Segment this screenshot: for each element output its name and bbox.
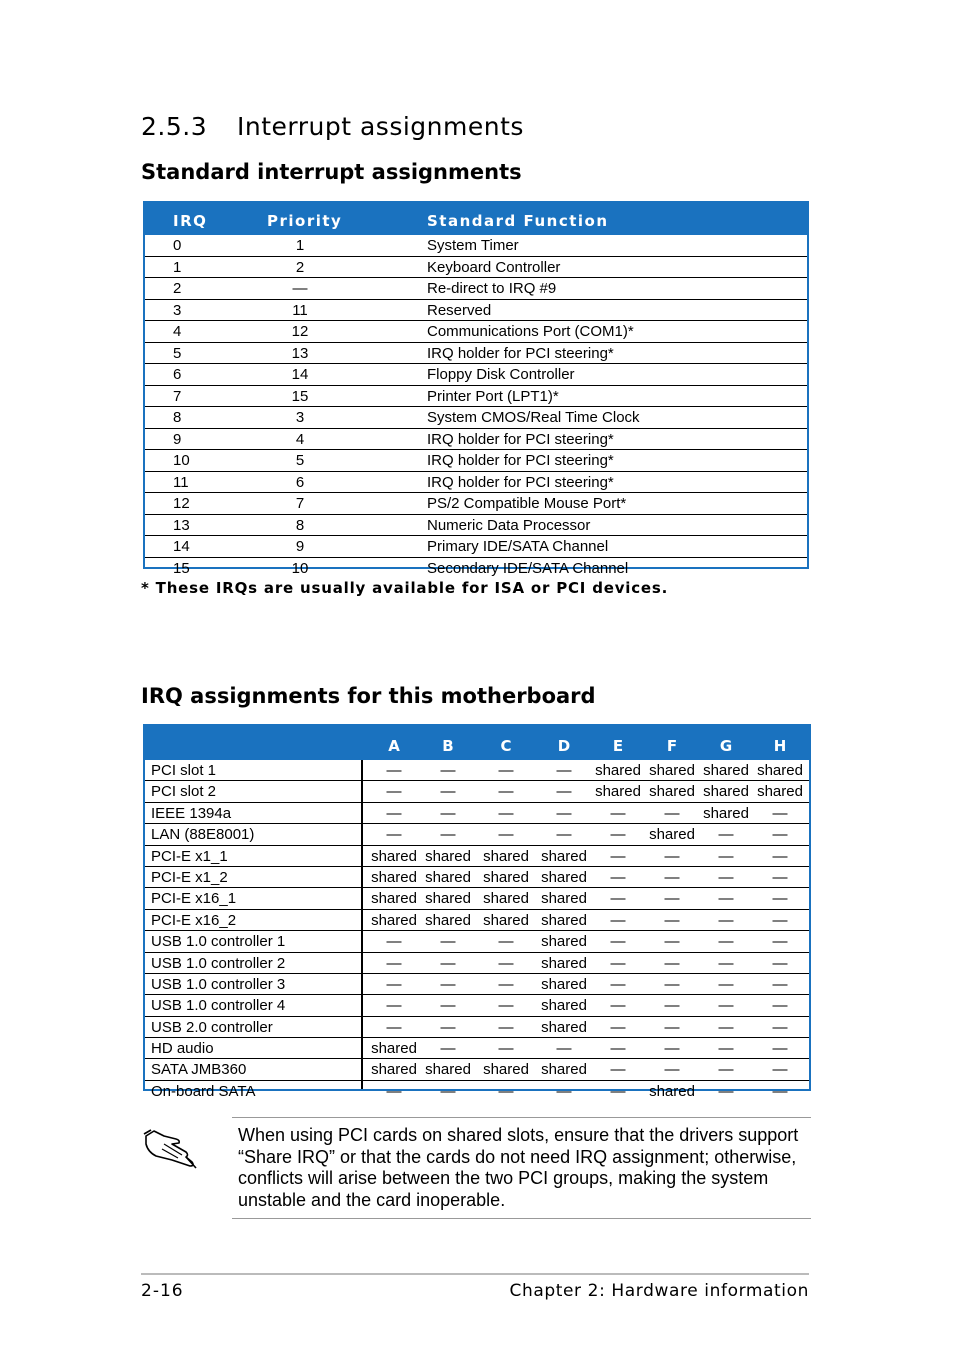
table-row (145, 472, 807, 494)
col-irq: IRQ (173, 212, 208, 230)
assignment-cell: — (772, 1061, 788, 1079)
assignment-cell: — (718, 975, 734, 993)
assignment-cell: shared (425, 847, 471, 865)
assignment-cell: — (718, 847, 734, 865)
assignment-cell: — (718, 868, 734, 886)
assignment-cell: shared (371, 911, 417, 929)
assignment-cell: — (498, 804, 514, 822)
assignment-cell: — (440, 804, 456, 822)
assignment-cell: — (610, 1040, 626, 1058)
assignment-cell: shared (649, 783, 695, 801)
chapter-title: Chapter 2: Hardware information (509, 1281, 809, 1301)
assignment-cell: — (772, 1082, 788, 1100)
device-cell: SATA JMB360 (151, 1061, 247, 1079)
function-cell: Primary IDE/SATA Channel (427, 538, 609, 555)
col-a: A (388, 737, 400, 755)
assignment-cell: — (498, 933, 514, 951)
assignment-cell: — (772, 1018, 788, 1036)
function-cell: Keyboard Controller (427, 258, 561, 276)
assignment-cell: — (610, 975, 626, 993)
priority-cell: 11 (292, 301, 308, 319)
assignment-cell: — (498, 1082, 514, 1100)
board-heading: IRQ assignments for this motherboard (141, 684, 596, 708)
device-cell: IEEE 1394a (151, 804, 232, 822)
irq-cell: 9 (173, 430, 182, 448)
table-row (145, 257, 807, 279)
assignment-cell: — (556, 783, 572, 801)
assignment-cell: shared (703, 762, 749, 779)
assignment-cell: — (718, 890, 734, 908)
function-cell: IRQ holder for PCI steering* (427, 473, 614, 491)
function-cell: PS/2 Compatible Mouse Port* (427, 495, 627, 512)
assignment-cell: — (610, 954, 626, 972)
assignment-cell: — (664, 997, 680, 1015)
device-cell: LAN (88E8001) (151, 826, 255, 844)
col-b: B (442, 737, 454, 755)
table-row (145, 931, 809, 952)
assignment-cell: — (664, 933, 680, 951)
section-title: Interrupt assignments (237, 112, 524, 141)
assignment-cell: — (386, 762, 402, 779)
irq-cell: 15 (173, 559, 190, 577)
hand-pen-icon (142, 1122, 200, 1170)
assignment-cell: — (498, 997, 514, 1015)
assignment-cell: shared (483, 890, 529, 908)
assignment-cell: shared (425, 1061, 471, 1079)
assignment-cell: — (386, 826, 402, 844)
col-h: H (773, 737, 787, 755)
assignment-cell: — (556, 804, 572, 822)
irq-cell: 1 (173, 258, 182, 276)
device-cell: PCI slot 1 (151, 762, 217, 779)
device-cell: USB 1.0 controller 1 (151, 933, 286, 951)
irq-cell: 0 (173, 237, 182, 254)
priority-cell: 6 (295, 473, 305, 491)
irq-cell: 4 (173, 323, 182, 340)
priority-cell: 13 (291, 344, 309, 362)
irq-cell: 14 (173, 538, 190, 555)
table-row (145, 953, 809, 974)
section-heading (141, 112, 524, 141)
assignment-cell: — (664, 804, 680, 822)
table-row (145, 974, 809, 995)
assignment-cell: — (498, 783, 514, 801)
assignment-cell: — (440, 826, 456, 844)
table-row (145, 493, 807, 515)
assignment-cell: — (386, 1018, 402, 1036)
standard-irq-table (143, 201, 809, 577)
assignment-cell: — (556, 762, 572, 779)
assignment-cell: — (772, 975, 788, 993)
assignment-cell: — (498, 762, 514, 779)
note-bottom-rule (232, 1218, 811, 1219)
table-row (145, 910, 809, 931)
irq-cell: 8 (173, 409, 182, 426)
table-row (145, 995, 809, 1016)
priority-cell: — (292, 280, 308, 297)
irq-cell: 12 (173, 495, 190, 512)
assignment-cell: — (386, 933, 402, 951)
irq-cell: 7 (173, 387, 182, 405)
table-row (145, 1038, 809, 1059)
table-row (145, 321, 807, 343)
priority-cell: 9 (295, 538, 305, 555)
assignment-cell: shared (649, 826, 695, 844)
assignment-cell: shared (541, 975, 587, 993)
assignment-cell: — (664, 975, 680, 993)
assignment-cell: — (386, 954, 402, 972)
assignment-cell: — (718, 954, 734, 972)
assignment-cell: shared (371, 890, 417, 908)
assignment-cell: — (386, 1082, 402, 1100)
table-row (145, 1017, 809, 1038)
table-row (145, 536, 807, 558)
function-cell: Re-direct to IRQ #9 (427, 280, 557, 297)
device-cell: PCI-E x16_2 (151, 911, 237, 929)
assignment-cell: — (772, 997, 788, 1015)
table-row (145, 1081, 809, 1101)
assignment-cell: shared (483, 911, 529, 929)
irq-cell: 3 (173, 301, 182, 319)
assignment-cell: shared (649, 1082, 695, 1100)
device-cell: PCI slot 2 (151, 783, 217, 801)
assignment-cell: — (772, 868, 788, 886)
assignment-cell: — (664, 890, 680, 908)
irq-cell: 6 (173, 366, 182, 383)
assignment-cell: shared (541, 933, 587, 951)
function-cell: Printer Port (LPT1)* (427, 387, 559, 405)
assignment-cell: shared (483, 1061, 529, 1079)
assignment-cell: — (610, 804, 626, 822)
assignment-cell: — (610, 933, 626, 951)
col-e: E (612, 737, 624, 755)
assignment-cell: — (556, 1082, 572, 1100)
priority-cell: 3 (295, 409, 305, 426)
assignment-cell: — (718, 997, 734, 1015)
assignment-cell: — (498, 975, 514, 993)
table-row (145, 343, 807, 365)
col-c: C (500, 737, 512, 755)
assignment-cell: shared (425, 890, 471, 908)
assignment-cell: — (718, 1061, 734, 1079)
assignment-cell: — (386, 783, 402, 801)
board-table-header (145, 726, 809, 760)
assignment-cell: — (498, 954, 514, 972)
col-priority: Priority (267, 212, 343, 230)
standard-table-body (145, 235, 807, 578)
table-row (145, 386, 807, 408)
assignment-cell: — (718, 1040, 734, 1058)
board-irq-table (143, 724, 811, 1100)
assignment-cell: — (440, 954, 456, 972)
note-text: When using PCI cards on shared slots, ensure that the drivers support “Share IRQ” or that the cards do not need IRQ assignment; otherwise, conflicts will arise between the two PCI groups, making the system unstable and the card inoperable. (238, 1125, 799, 1210)
footer-rule (141, 1273, 809, 1275)
assignment-cell: — (664, 911, 680, 929)
assignment-cell: — (772, 847, 788, 865)
device-cell: HD audio (151, 1040, 214, 1058)
function-cell: Communications Port (COM1)* (427, 323, 634, 340)
priority-cell: 14 (291, 366, 309, 383)
assignment-cell: — (718, 933, 734, 951)
assignment-cell: shared (595, 762, 641, 779)
function-cell: System CMOS/Real Time Clock (427, 409, 640, 426)
assignment-cell: shared (483, 847, 529, 865)
assignment-cell: shared (425, 911, 471, 929)
irq-cell: 5 (173, 344, 182, 362)
assignment-cell: shared (541, 1018, 587, 1036)
assignment-cell: — (718, 1082, 734, 1100)
irq-cell: 10 (173, 452, 190, 469)
assignment-cell: — (664, 847, 680, 865)
assignment-cell: — (440, 1018, 456, 1036)
assignment-cell: — (440, 997, 456, 1015)
table-row (145, 846, 809, 867)
assignment-cell: — (772, 826, 788, 844)
assignment-cell: shared (757, 783, 803, 801)
assignment-cell: — (386, 975, 402, 993)
function-cell: Secondary IDE/SATA Channel (427, 559, 629, 577)
note-top-rule (232, 1117, 811, 1118)
assignment-cell: shared (541, 954, 587, 972)
table-row (145, 235, 807, 257)
device-cell: PCI-E x1_1 (151, 847, 228, 865)
function-cell: System Timer (427, 237, 519, 254)
assignment-cell: shared (649, 762, 695, 779)
function-cell: Floppy Disk Controller (427, 366, 575, 383)
device-cell: USB 2.0 controller (151, 1018, 273, 1036)
assignment-cell: — (610, 997, 626, 1015)
assignment-cell: — (440, 975, 456, 993)
table-row (145, 888, 809, 909)
assignment-cell: — (610, 911, 626, 929)
assignment-cell: — (772, 1040, 788, 1058)
table-row (145, 429, 807, 451)
assignment-cell: — (718, 911, 734, 929)
assignment-cell: shared (371, 847, 417, 865)
device-cell: USB 1.0 controller 3 (151, 975, 286, 993)
standard-table-header (145, 203, 807, 235)
function-cell: IRQ holder for PCI steering* (427, 452, 614, 469)
assignment-cell: — (440, 1040, 456, 1058)
device-cell: USB 1.0 controller 2 (151, 954, 286, 972)
function-cell: Reserved (427, 301, 492, 319)
priority-cell: 7 (295, 495, 305, 512)
table-row (145, 300, 807, 322)
assignment-cell: — (664, 1018, 680, 1036)
device-cell: USB 1.0 controller 4 (151, 997, 286, 1015)
assignment-cell: — (610, 1061, 626, 1079)
priority-cell: 10 (291, 559, 309, 577)
table-row (145, 278, 807, 300)
assignment-cell: — (440, 783, 456, 801)
assignment-cell: shared (541, 911, 587, 929)
assignment-cell: — (664, 1061, 680, 1079)
page-number: 2-16 (141, 1281, 184, 1301)
section-number: 2.5.3 (141, 112, 208, 141)
assignment-cell: — (772, 890, 788, 908)
assignment-cell: shared (757, 762, 803, 779)
assignment-cell: shared (541, 868, 587, 886)
assignment-cell: — (718, 1018, 734, 1036)
assignment-cell: — (664, 868, 680, 886)
table-row (145, 781, 809, 802)
device-cell: PCI-E x16_1 (151, 890, 237, 908)
assignment-cell: shared (595, 783, 641, 801)
assignment-cell: — (556, 1040, 572, 1058)
assignment-cell: — (664, 954, 680, 972)
table-row (145, 760, 809, 781)
priority-cell: 12 (291, 323, 309, 340)
table-row (145, 824, 809, 845)
assignment-cell: shared (541, 847, 587, 865)
priority-cell: 15 (291, 387, 309, 405)
assignment-cell: — (610, 890, 626, 908)
assignment-cell: — (772, 911, 788, 929)
priority-cell: 1 (295, 237, 305, 254)
assignment-cell: — (440, 1082, 456, 1100)
assignment-cell: — (610, 1082, 626, 1100)
assignment-cell: — (610, 868, 626, 886)
assignment-cell: — (386, 997, 402, 1015)
assignment-cell: shared (541, 1061, 587, 1079)
assignment-cell: shared (371, 1061, 417, 1079)
col-d: D (557, 737, 571, 755)
table-row (145, 558, 807, 579)
assignment-cell: shared (483, 868, 529, 886)
assignment-cell: shared (541, 890, 587, 908)
assignment-cell: shared (371, 1040, 417, 1058)
table-row (145, 515, 807, 537)
table-row (145, 803, 809, 824)
table-row (145, 407, 807, 429)
assignment-cell: — (556, 826, 572, 844)
assignment-cell: — (772, 933, 788, 951)
priority-cell: 4 (295, 430, 305, 448)
function-cell: IRQ holder for PCI steering* (427, 344, 614, 362)
col-f: F (666, 737, 678, 755)
assignment-cell: — (718, 826, 734, 844)
assignment-cell: — (772, 954, 788, 972)
assignment-cell: — (440, 933, 456, 951)
assignment-cell: — (498, 1040, 514, 1058)
table-row (145, 1059, 809, 1080)
assignment-cell: — (610, 1018, 626, 1036)
assignment-cell: — (610, 826, 626, 844)
assignment-cell: — (498, 826, 514, 844)
assignment-cell: — (610, 847, 626, 865)
table-row (145, 450, 807, 472)
assignment-cell: shared (703, 783, 749, 801)
function-cell: Numeric Data Processor (427, 516, 591, 534)
col-function: Standard Function (427, 212, 609, 230)
irq-cell: 13 (173, 516, 190, 534)
assignment-cell: shared (703, 804, 749, 822)
assignment-cell: shared (371, 868, 417, 886)
assignment-cell: shared (425, 868, 471, 886)
col-g: G (719, 737, 733, 755)
assignment-cell: shared (541, 997, 587, 1015)
irq-cell: 2 (173, 280, 182, 297)
footnote: * These IRQs are usually available for ISA or PCI devices. (141, 579, 669, 597)
priority-cell: 8 (295, 516, 305, 534)
board-table-body (145, 760, 809, 1101)
assignment-cell: — (772, 804, 788, 822)
standard-heading: Standard interrupt assignments (141, 160, 522, 184)
table-row (145, 867, 809, 888)
assignment-cell: — (664, 1040, 680, 1058)
priority-cell: 2 (295, 258, 305, 276)
table-row (145, 364, 807, 386)
priority-cell: 5 (295, 452, 305, 469)
assignment-cell: — (386, 804, 402, 822)
irq-cell: 11 (173, 473, 189, 491)
device-cell: On-board SATA (151, 1082, 256, 1100)
device-cell: PCI-E x1_2 (151, 868, 228, 886)
function-cell: IRQ holder for PCI steering* (427, 430, 614, 448)
assignment-cell: — (440, 762, 456, 779)
assignment-cell: — (498, 1018, 514, 1036)
